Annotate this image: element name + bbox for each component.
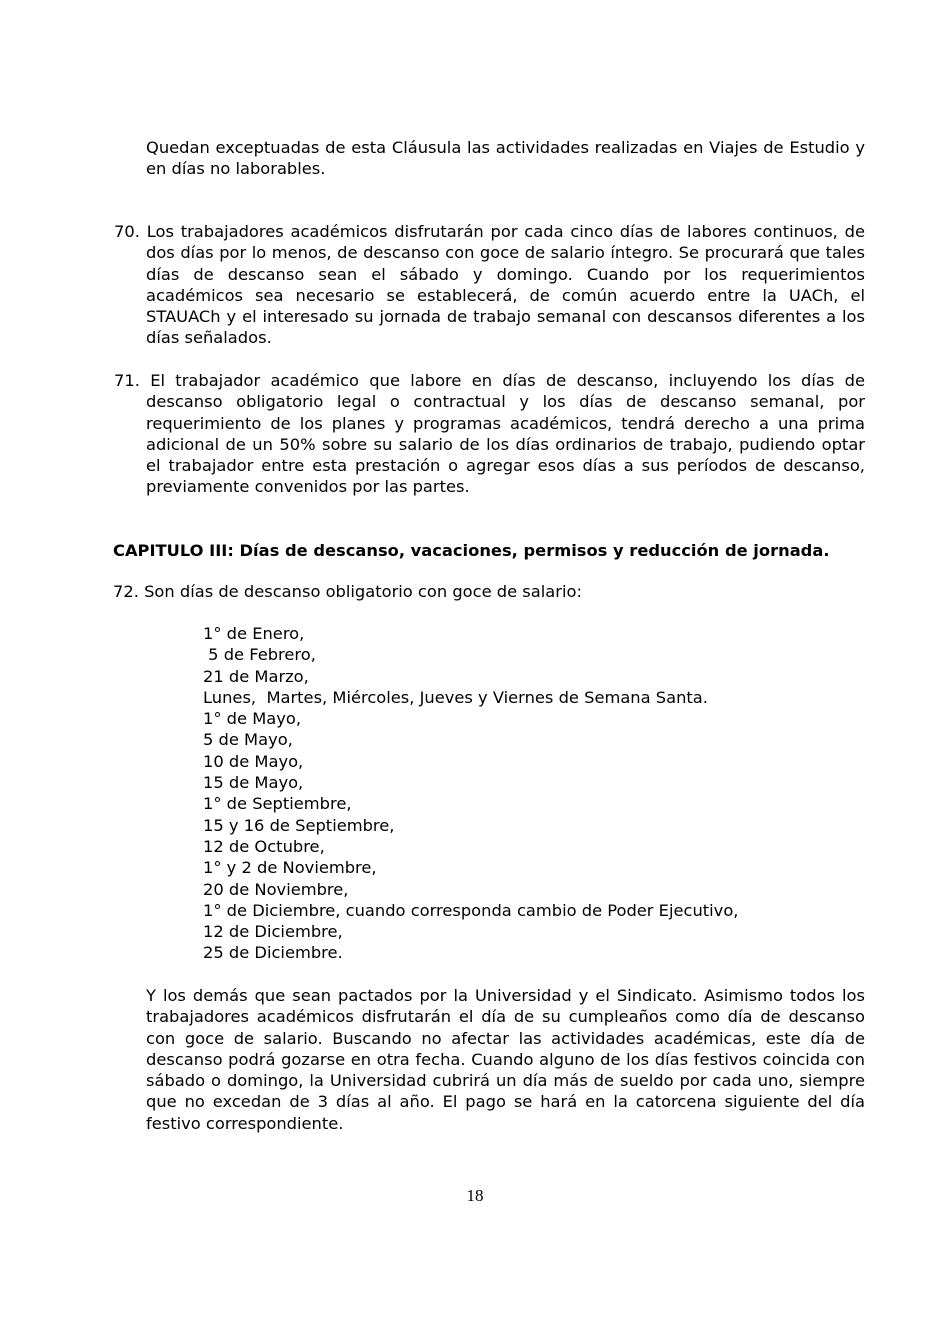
- holiday-list: [203, 623, 738, 964]
- holiday-item: 15 y 16 de Septiembre,: [203, 815, 395, 835]
- holiday-item: 12 de Diciembre,: [203, 922, 343, 942]
- holiday-item: 5 de Febrero,: [203, 645, 316, 665]
- holiday-item: 21 de Marzo,: [203, 666, 309, 686]
- clause-71-paragraph: [114, 370, 865, 498]
- holiday-item: 12 de Octubre,: [203, 836, 325, 856]
- holiday-item: 1° de Diciembre, cuando corresponda cambio de Poder Ejecutivo,: [203, 900, 739, 920]
- clause-71-number: 71.: [114, 371, 140, 390]
- holiday-item: Lunes, Martes, Miércoles, Jueves y Viernes de Semana Santa.: [203, 687, 708, 707]
- clause-70-number: 70.: [114, 222, 140, 241]
- exception-paragraph: Quedan exceptuadas de esta Cláusula las actividades realizadas en Viajes de Estudio y en días no laborables.: [146, 138, 865, 179]
- holiday-item: 15 de Mayo,: [203, 773, 304, 793]
- clause-72-intro: 72. Son días de descanso obligatorio con goce de salario:: [113, 582, 582, 601]
- chapter-heading: CAPITULO III: Días de descanso, vacaciones, permisos y reducción de jornada.: [113, 541, 830, 560]
- holiday-item: 1° de Enero,: [203, 624, 305, 643]
- holiday-item: 25 de Diciembre.: [203, 943, 343, 963]
- holiday-item: 1° de Mayo,: [203, 709, 301, 729]
- holiday-item: 5 de Mayo,: [203, 730, 293, 750]
- holiday-item: 1° de Septiembre,: [203, 794, 352, 814]
- clause-70-text: Los trabajadores académicos disfrutarán por cada cinco días de labores continuos, de dos días por lo menos, de descanso con goce de salario íntegro. Se procurará que tales días de descanso sean el sábado y domingo. Cuando por los requerimientos académicos sea necesario se establecerá, de común acuerdo entre la UACh, el STAUACh y el interesado su jornada de trabajo semanal con descansos diferentes a los días señalados.: [146, 222, 865, 348]
- page-number: 18: [466, 1186, 484, 1205]
- clause-72-closing-paragraph: Y los demás que sean pactados por la Universidad y el Sindicato. Asimismo todos los trabajadores académicos disfrutarán el día de su cumpleaños como día de descanso con goce de salario. Buscando no afectar las actividades académicas, este día de descanso podrá gozarse en otra fecha. Cuando alguno de los días festivos coincida con sábado o domingo, la Universidad cubrirá un día más de sueldo por cada uno, siempre que no excedan de 3 días al año. El pago se hará en la catorcena siguiente del día festivo correspondiente.: [146, 986, 865, 1133]
- holiday-item: 20 de Noviembre,: [203, 879, 349, 899]
- clause-70-paragraph: [114, 221, 865, 349]
- holiday-item: 10 de Mayo,: [203, 751, 304, 771]
- clause-71-text: El trabajador académico que labore en días de descanso, incluyendo los días de descanso obligatorio legal o contractual y los días de descanso semanal, por requerimiento de los planes y programas académicos, tendrá derecho a una prima adicional de un 50% sobre su salario de los días ordinarios de trabajo, pudiendo optar el trabajador entre esta prestación o agregar esos días a sus períodos de descanso, previamente convenidos por las partes.: [146, 371, 865, 497]
- holiday-item: 1° y 2 de Noviembre,: [203, 858, 377, 878]
